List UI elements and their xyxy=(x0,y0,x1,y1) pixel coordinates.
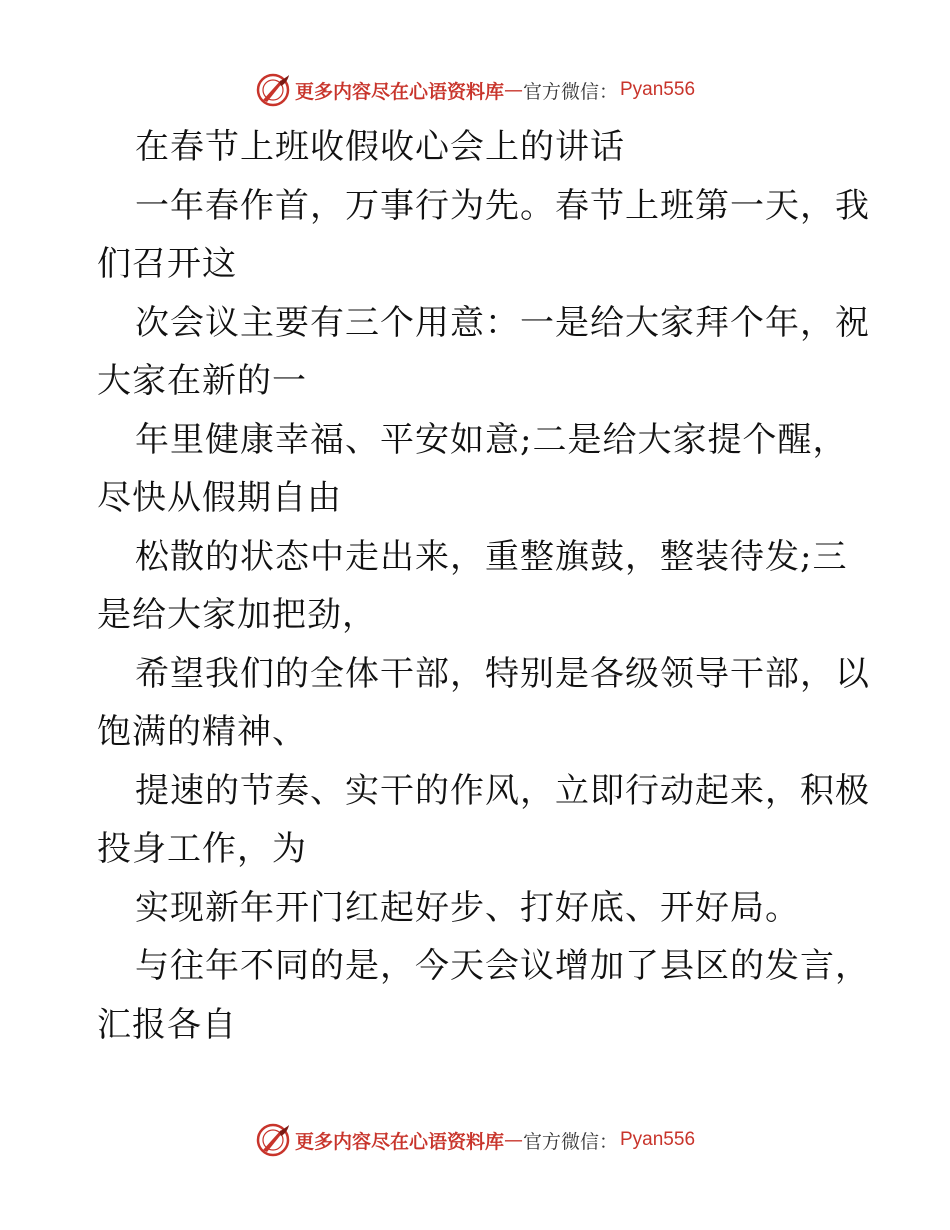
text-line: 实现新年开门红起好步、打好底、开好局。 xyxy=(135,887,800,928)
text-line: 与往年不同的是，今天会议增加了县区的发言， xyxy=(135,946,870,986)
watermark-wechat-label: 官方微信： xyxy=(522,1130,618,1153)
watermark-separator: — xyxy=(503,1129,523,1151)
text-line: 饱满的精神、 xyxy=(97,712,307,752)
watermark-slogan: 更多内容尽在心语资料库 xyxy=(294,80,504,103)
text-line: 投身工作，为 xyxy=(97,829,307,869)
text-line: 尽快从假期自由 xyxy=(97,478,342,518)
watermark-wechat-id: Pyan556 xyxy=(620,1129,696,1150)
text-line: 希望我们的全体干部，特别是各级领导干部，以 xyxy=(135,653,870,694)
text-line: 提速的节奏、实干的作风，立即行动起来，积极 xyxy=(135,770,870,811)
quill-logo-icon xyxy=(255,72,291,108)
watermark-separator: — xyxy=(503,79,523,101)
text-line: 汇报各自 xyxy=(97,1004,237,1045)
text-line: 次会议主要有三个用意：一是给大家拜个年，祝 xyxy=(135,302,870,343)
watermark-slogan: 更多内容尽在心语资料库 xyxy=(294,1130,504,1153)
text-line: 一年春作首，万事行为先。春节上班第一天，我 xyxy=(135,185,870,226)
footer-watermark xyxy=(0,1120,950,1160)
header-watermark xyxy=(0,70,950,110)
text-line: 松散的状态中走出来，重整旗鼓，整装待发;三 xyxy=(135,536,848,577)
text-line: 们召开这 xyxy=(97,244,237,284)
text-line: 是给大家加把劲， xyxy=(97,595,377,635)
watermark-wechat-label: 官方微信： xyxy=(522,80,618,103)
quill-logo-icon xyxy=(255,1122,291,1158)
text-line: 大家在新的一 xyxy=(97,361,307,401)
watermark-wechat-id: Pyan556 xyxy=(620,79,696,100)
document-title: 在春节上班收假收心会上的讲话 xyxy=(135,127,625,167)
document-body xyxy=(97,118,870,1054)
text-line: 年里健康幸福、平安如意;二是给大家提个醒， xyxy=(135,419,848,460)
